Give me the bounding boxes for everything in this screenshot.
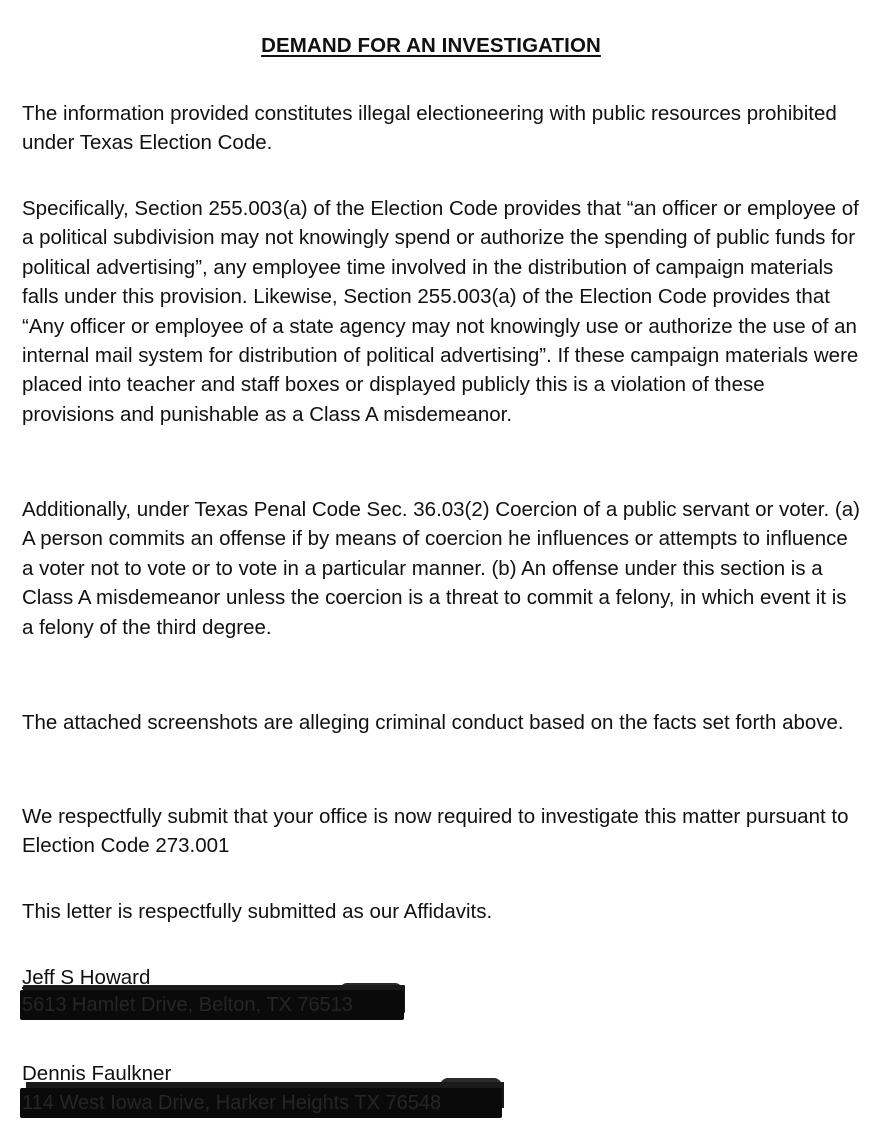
- document-title: DEMAND FOR AN INVESTIGATION: [261, 34, 601, 57]
- signatory-name-1: Jeff S Howard: [22, 966, 151, 989]
- redacted-address-1: 5613 Hamlet Drive, Belton, TX 76513: [20, 990, 404, 1020]
- redacted-address-2: 114 West Iowa Drive, Harker Heights TX 76548: [20, 1088, 502, 1118]
- paragraph-penal-code: Additionally, under Texas Penal Code Sec. 36.03(2) Coercion of a public servant or voter. (a) A person commits an offense if by means of coercion he influences or attempts to influence a voter not to vote or to vote in a particular manner. (b) An offense under this section is a Class A misdemeanor unless the coercion is a threat to commit a felony, in which event it is a felony of the third degree.: [22, 498, 860, 639]
- signatory-name-2: Dennis Faulkner: [22, 1062, 172, 1085]
- paragraph-intro: The information provided constitutes illegal electioneering with public resources prohibited under Texas Election Code.: [22, 102, 837, 155]
- paragraph-affidavit: This letter is respectfully submitted as our Affidavits.: [22, 900, 493, 923]
- paragraph-election-code: Specifically, Section 255.003(a) of the Election Code provides that “an officer or employee of a political subdivision may not knowingly spend or authorize the spending of public funds for political advertising”, any employee time involved in the distribution of campaign materials falls under this provision. Likewise, Section 255.003(a) of the Election Code provides that “Any officer or employee of a state agency may not knowingly use or authorize the use of an internal mail system for distribution of political advertising”. If these campaign materials were placed into teacher and staff boxes or displayed publicly this is a violation of these provisions and punishable as a Class A misdemeanor.: [22, 197, 859, 426]
- paragraph-screenshots: The attached screenshots are alleging criminal conduct based on the facts set forth above.: [22, 711, 844, 734]
- paragraph-request: We respectfully submit that your office is now required to investigate this matter pursuant to Election Code 273.001: [22, 805, 849, 858]
